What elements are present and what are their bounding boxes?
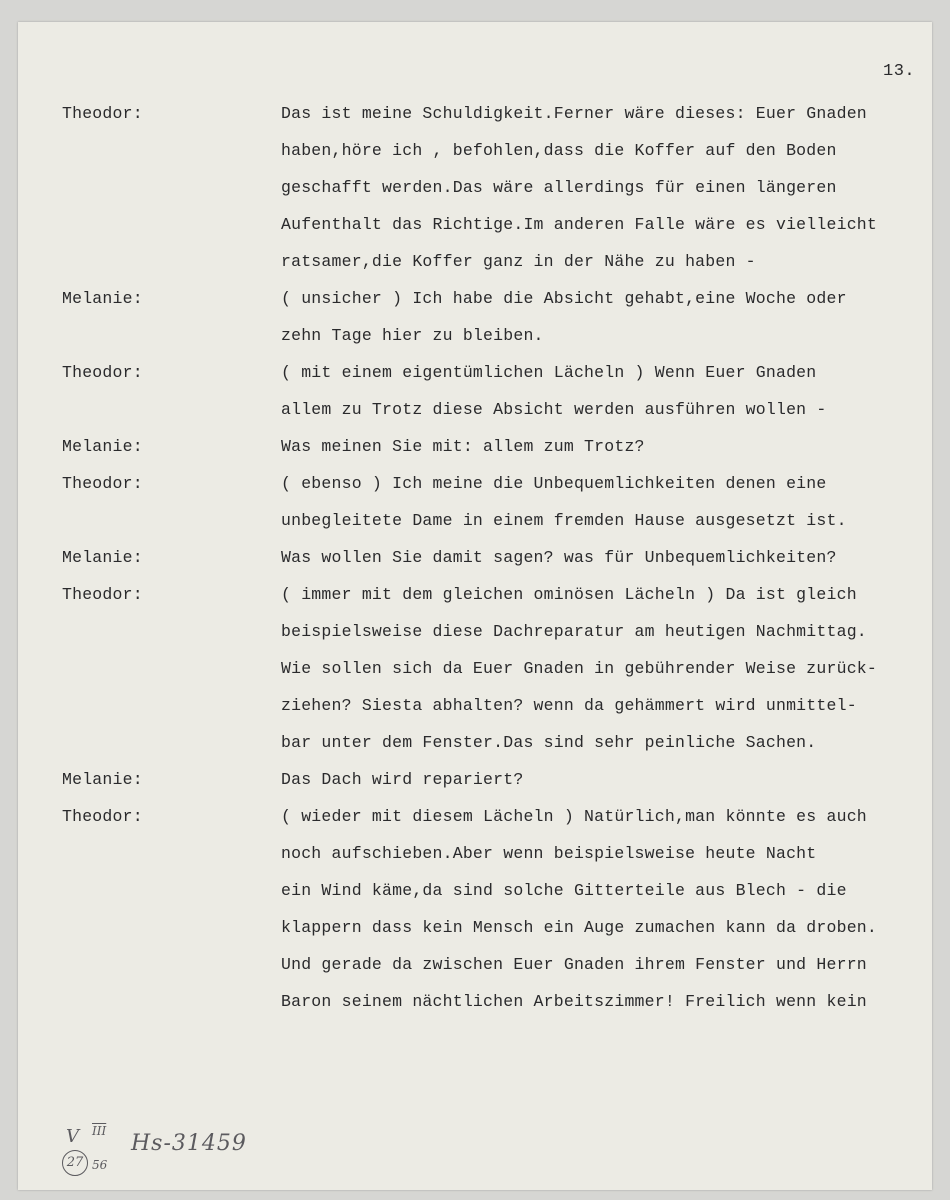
dialogue-line: bar unter dem Fenster.Das sind sehr peinliche Sachen. [281,733,817,752]
dialogue-line: ziehen? Siesta abhalten? wenn da gehämmert wird unmittel- [281,696,857,715]
dialogue-line: noch aufschieben.Aber wenn beispielsweise heute Nacht [281,844,817,863]
dialogue-line: ( ebenso ) Ich meine die Unbequemlichkeiten denen eine [281,474,827,493]
dialogue-line: ( wieder mit diesem Lächeln ) Natürlich,man könnte es auch [281,807,867,826]
dialogue-line: Und gerade da zwischen Euer Gnaden ihrem Fenster und Herrn [281,955,867,974]
dialogue-line: ( mit einem eigentümlichen Lächeln ) Wenn Euer Gnaden [281,363,817,382]
speaker-label: Melanie: [62,437,143,456]
dialogue-line: zehn Tage hier zu bleiben. [281,326,544,345]
dialogue-line: ( unsicher ) Ich habe die Absicht gehabt,eine Woche oder [281,289,847,308]
dialogue-line: allem zu Trotz diese Absicht werden ausführen wollen - [281,400,827,419]
speaker-label: Melanie: [62,548,143,567]
speaker-label: Melanie: [62,289,143,308]
speaker-label: Theodor: [62,807,143,826]
dialogue-line: klappern dass kein Mensch ein Auge zumachen kann da droben. [281,918,877,937]
dialogue-line: Das Dach wird repariert? [281,770,524,789]
shelf-mark-roman: V [66,1126,79,1147]
speaker-label: Theodor: [62,363,143,382]
speaker-label: Melanie: [62,770,143,789]
dialogue-line: geschafft werden.Das wäre allerdings für einen längeren [281,178,837,197]
dialogue-line: Wie sollen sich da Euer Gnaden in gebührender Weise zurück- [281,659,877,678]
circled-number: 27 [62,1150,88,1176]
dialogue-line: ( immer mit dem gleichen ominösen Lächeln ) Da ist gleich [281,585,857,604]
speaker-label: Theodor: [62,474,143,493]
speaker-label: Theodor: [62,585,143,604]
inventory-number: Hs-31459 [131,1131,247,1156]
dialogue-line: Aufenthalt das Richtige.Im anderen Falle wäre es vielleicht [281,215,877,234]
dialogue-line: Das ist meine Schuldigkeit.Ferner wäre dieses: Euer Gnaden [281,104,867,123]
dialogue-line: ein Wind käme,da sind solche Gitterteile aus Blech - die [281,881,847,900]
dialogue-line: Was wollen Sie damit sagen? was für Unbequemlichkeiten? [281,548,837,567]
dialogue-line: Baron seinem nächtlichen Arbeitszimmer! Freilich wenn kein [281,992,867,1011]
dialogue-line: haben,höre ich , befohlen,dass die Koffer auf den Boden [281,141,837,160]
dialogue-line: ratsamer,die Koffer ganz in der Nähe zu haben - [281,252,756,271]
speaker-label: Theodor: [62,104,143,123]
dialogue-line: Was meinen Sie mit: allem zum Trotz? [281,437,645,456]
shelf-mark-sub: $\overline{III}$ [92,1124,107,1138]
fraction-denominator: 56 [92,1158,108,1172]
typescript-page [18,22,932,1190]
dialogue-line: beispielsweise diese Dachreparatur am heutigen Nachmittag. [281,622,867,641]
dialogue-line: unbegleitete Dame in einem fremden Hause ausgesetzt ist. [281,511,847,530]
page-number: 13. [883,62,916,81]
